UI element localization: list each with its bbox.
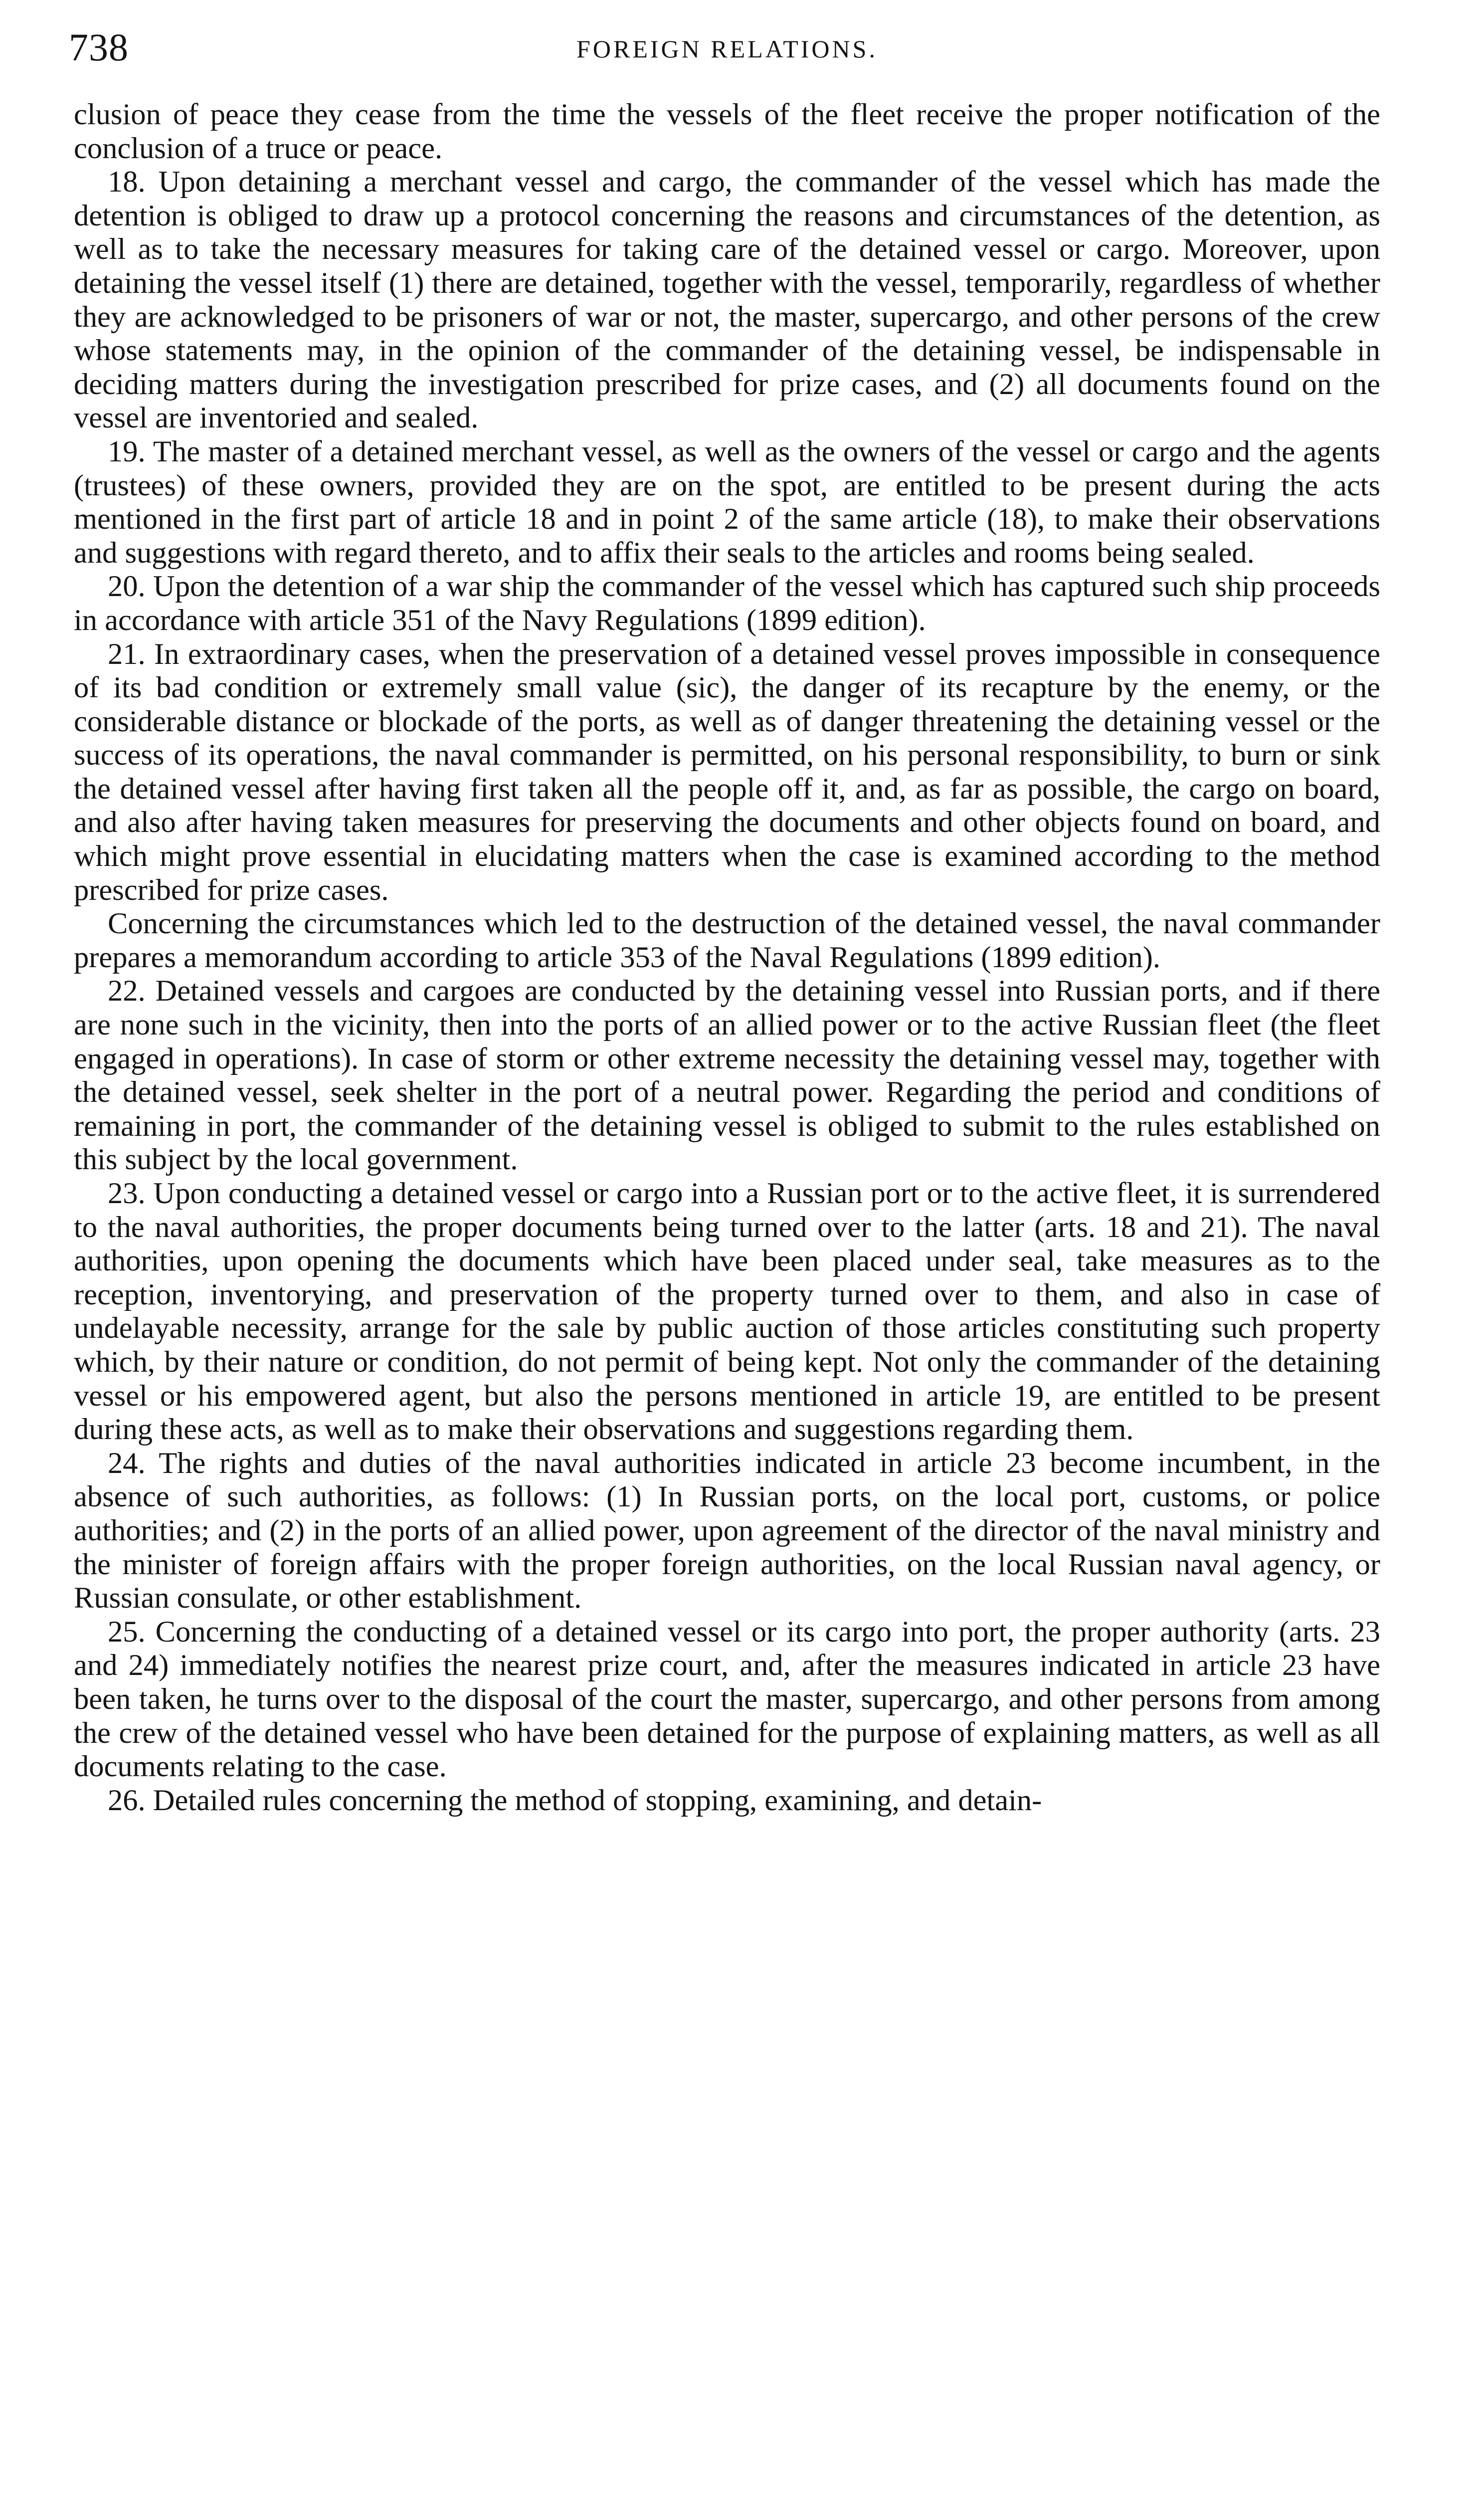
- paragraph-article-20: 20. Upon the detention of a war ship the commander of the vessel which has captured such ship proceeds in accordance with article 351 of the Navy Regulations (1899 edition).: [74, 570, 1380, 637]
- paragraph-article-22: 22. Detained vessels and cargoes are conducted by the detaining vessel into Russian ports, and if there are none such in the vicinity, then into the ports of an allied power or to the active Russian fleet (the fleet engaged in operations). In case of storm or other extreme necessity the detaining vessel may, together with the detained vessel, seek shelter in the port of a neutral power. Regarding the period and conditions of remaining in port, the commander of the detaining vessel is obliged to submit to the rules established on this subject by the local government.: [74, 974, 1380, 1177]
- paragraph-continuation: clusion of peace they cease from the time the vessels of the fleet receive the proper notification of the conclusion of a truce or peace.: [74, 98, 1380, 165]
- paragraph-article-26: 26. Detailed rules concerning the method of stopping, examining, and detain-: [108, 1783, 1042, 1817]
- page-header: [69, 22, 1385, 72]
- paragraph-article-23: 23. Upon conducting a detained vessel or cargo into a Russian port or to the active fleet, it is surrendered to the naval authorities, the proper documents being turned over to the latter (arts. 18 and 21). The naval authorities, upon opening the documents which have been placed under seal, take measures as to the reception, inventorying, and preservation of the property turned over to them, and also in case of undelayable necessity, arrange for the sale by public auction of those articles constituting such property which, by their nature or condition, do not permit of being kept. Not only the commander of the detaining vessel or his empowered agent, but also the persons mentioned in article 19, are entitled to be present during these acts, as well as to make their observations and suggestions regarding them.: [74, 1177, 1380, 1447]
- running-head: FOREIGN RELATIONS.: [576, 35, 878, 63]
- paragraph-article-25: 25. Concerning the conducting of a detained vessel or its cargo into port, the proper authority (arts. 23 and 24) immediately notifies the nearest prize court, and, after the measures indicated in article 23 have been taken, he turns over to the disposal of the court the master, supercargo, and other persons from among the crew of the detained vessel who have been detained for the purpose of explaining matters, as well as all documents relating to the case.: [74, 1615, 1380, 1784]
- body-text: [74, 98, 1380, 1817]
- paragraph-article-24: 24. The rights and duties of the naval authorities indicated in article 23 become incumbent, in the absence of such authorities, as follows: (1) In Russian ports, on the local port, customs, or police authorities; and (2) in the ports of an allied power, upon agreement of the director of the naval ministry and the minister of foreign affairs with the proper foreign authorities, on the local Russian naval agency, or Russian consulate, or other establishment.: [74, 1446, 1380, 1615]
- paragraph-article-21: 21. In extraordinary cases, when the preservation of a detained vessel proves impossible in consequence of its bad condition or extremely small value (sic), the danger of its recapture by the enemy, or the considerable distance or blockade of the ports, as well as of danger threatening the detaining vessel or the success of its operations, the naval commander is permitted, on his personal responsibility, to burn or sink the detained vessel after having first taken all the people off it, and, as far as possible, the cargo on board, and also after having taken measures for preserving the documents and other objects found on board, and which might prove essential in elucidating matters when the case is examined according to the method prescribed for prize cases.: [74, 637, 1380, 907]
- paragraph-article-18: 18. Upon detaining a merchant vessel and cargo, the commander of the vessel which has made the detention is obliged to draw up a protocol concerning the reasons and circumstances of the detention, as well as to take the necessary measures for taking care of the detained vessel or cargo. Moreover, upon detaining the vessel itself (1) there are detained, together with the vessel, temporarily, regardless of whether they are acknowledged to be prisoners of war or not, the master, supercargo, and other persons of the crew whose statements may, in the opinion of the commander of the detaining vessel, be indispensable in deciding matters during the investigation prescribed for prize cases, and (2) all documents found on the vessel are inventoried and sealed.: [74, 165, 1380, 435]
- paragraph-article-21-memorandum: Concerning the circumstances which led to the destruction of the detained vessel, the naval commander prepares a memorandum according to article 353 of the Naval Regulations (1899 edition).: [74, 907, 1380, 974]
- page-number: 738: [69, 25, 129, 69]
- paragraph-article-19: 19. The master of a detained merchant vessel, as well as the owners of the vessel or cargo and the agents (trustees) of these owners, provided they are on the spot, are entitled to be present during the acts mentioned in the first part of article 18 and in point 2 of the same article (18), to make their observations and suggestions with regard thereto, and to affix their seals to the articles and rooms being sealed.: [74, 434, 1380, 570]
